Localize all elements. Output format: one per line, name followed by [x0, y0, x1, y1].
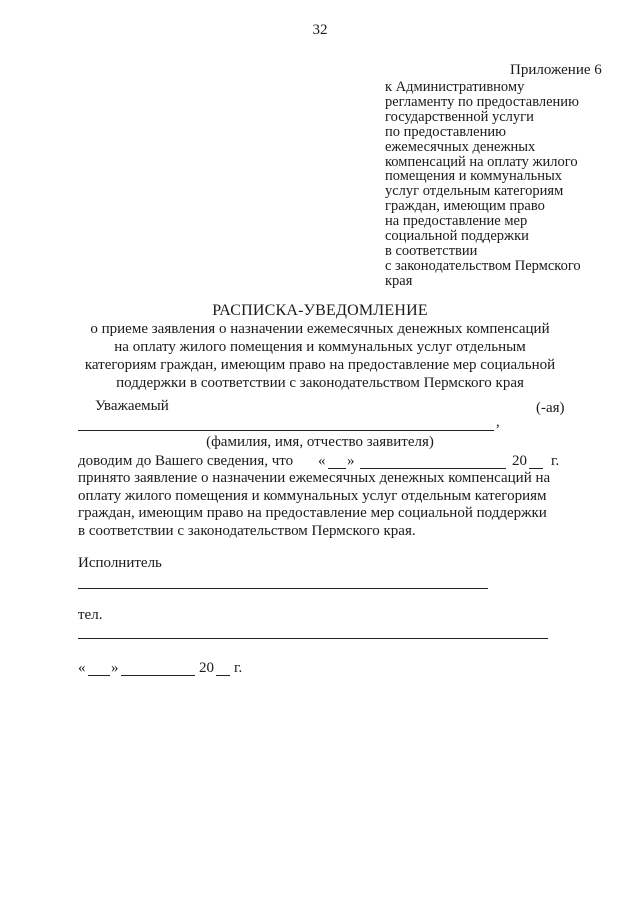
bottom-year-suffix: г. — [234, 660, 243, 676]
body-line: граждан, имеющим право на предоставление мер социальной поддержки — [78, 505, 547, 521]
quote-open: « — [318, 453, 326, 469]
document-title: РАСПИСКА-УВЕДОМЛЕНИЕ — [212, 302, 428, 319]
appendix-line: социальной поддержки — [385, 228, 529, 245]
subtitle-line: поддержки в соответствии с законодательством Пермского края — [116, 375, 524, 391]
day-field[interactable] — [328, 468, 346, 469]
appendix-description — [385, 80, 581, 289]
appendix-line: помещения и коммунальных — [385, 168, 562, 185]
body-line: оплату жилого помещения и коммунальных услуг отдельным категориям — [78, 487, 547, 504]
inform-line — [78, 453, 293, 470]
appendix-line: компенсаций на оплату жилого — [385, 153, 578, 170]
bottom-quote-close: » — [111, 660, 119, 676]
appendix-line: края — [385, 272, 413, 289]
appendix-line: регламенту по предоставлению — [385, 93, 579, 110]
fio-caption: (фамилия, имя, отчество заявителя) — [206, 434, 434, 450]
greeting: Уважаемый — [95, 398, 169, 414]
tel-field[interactable] — [78, 638, 548, 639]
appendix-line: в соответствии — [385, 242, 478, 259]
appendix-title: Приложение 6 — [510, 62, 602, 78]
bottom-year-field[interactable] — [216, 675, 230, 676]
appendix-line: к Административному — [385, 79, 525, 95]
month-field[interactable] — [360, 468, 506, 469]
year-prefix: 20 — [512, 453, 527, 469]
subtitle-line: о приеме заявления о назначении ежемесячных денежных компенсаций — [90, 321, 550, 337]
executor-label: Исполнитель — [78, 555, 162, 571]
body-line: принято заявление о назначении ежемесячных денежных компенсаций на — [78, 470, 551, 486]
body-line: в соответствии с законодательством Пермского края. — [78, 522, 416, 539]
bottom-quote-open: « — [78, 660, 86, 676]
subtitle-line: на оплату жилого помещения и коммунальных услуг отдельным — [114, 339, 526, 355]
bottom-day-field[interactable] — [88, 675, 110, 676]
applicant-name-field[interactable] — [78, 430, 494, 431]
appendix-line: с законодательством Пермского — [385, 257, 581, 274]
appendix-line: ежемесячных денежных — [385, 138, 536, 155]
bottom-month-field[interactable] — [121, 675, 195, 676]
bottom-year-prefix: 20 — [199, 660, 214, 676]
executor-field[interactable] — [78, 588, 488, 589]
comma: , — [496, 414, 500, 430]
appendix-line: государственной услуги — [385, 108, 534, 125]
year-field[interactable] — [529, 468, 543, 469]
quote-close: » — [347, 453, 355, 469]
greeting-suffix: (-ая) — [536, 400, 565, 416]
tel-label: тел. — [78, 607, 103, 623]
document-subtitle — [60, 320, 580, 392]
inform-prefix: доводим до Вашего сведения, что — [78, 453, 294, 469]
page-number: 32 — [312, 22, 328, 38]
appendix-line: граждан, имеющим право — [385, 198, 545, 215]
notification-text — [78, 470, 564, 540]
subtitle-line: категориям граждан, имеющим право на предоставление мер социальной — [84, 357, 556, 373]
appendix-line: на предоставление мер — [385, 213, 528, 230]
year-suffix: г. — [551, 453, 560, 469]
appendix-line: по предоставлению — [385, 123, 506, 140]
appendix-line: услуг отдельным категориям — [385, 183, 564, 200]
